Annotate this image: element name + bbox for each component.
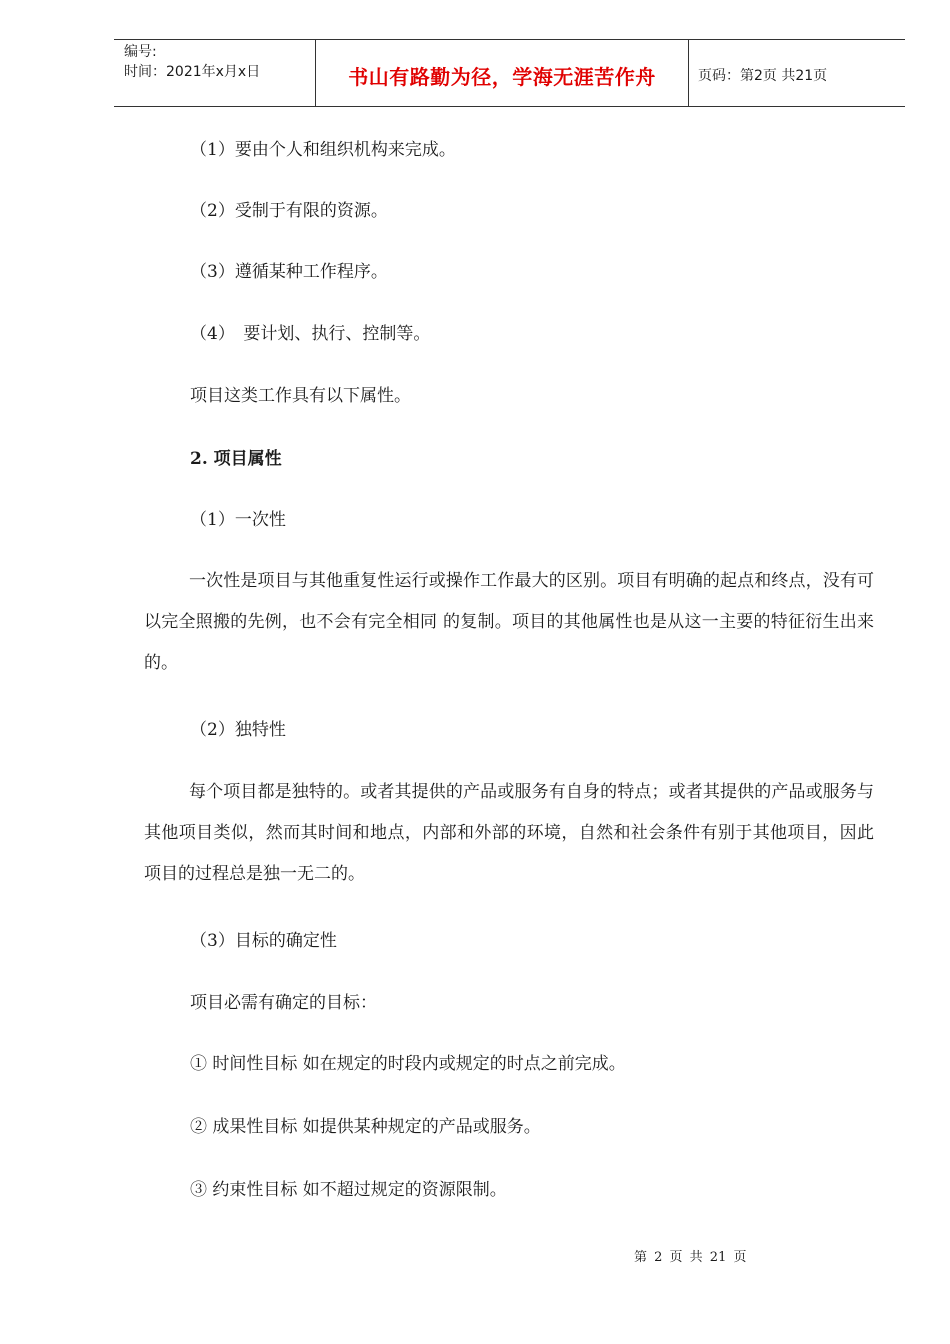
subsection-title-1: （1）一次性 (190, 510, 286, 530)
page-header (114, 39, 905, 107)
header-meta (114, 40, 316, 106)
goal-item-2: ② 成果性目标 如提供某种规定的产品或服务。 (190, 1117, 541, 1137)
goal-item-3: ③ 约束性目标 如不超过规定的资源限制。 (190, 1180, 507, 1200)
header-page-cell (689, 40, 905, 106)
list-item-2: （2）受制于有限的资源。 (190, 201, 388, 221)
list-item-4: （4） 要计划、执行、控制等。 (190, 324, 431, 344)
goal-item-1: ① 时间性目标 如在规定的时段内或规定的时点之前完成。 (190, 1054, 626, 1074)
document-time-label: 时间：2021年x月x日 (124, 64, 261, 80)
header-motto: 书山有路勤为径，学海无涯苦作舟 (348, 64, 656, 89)
subsection-title-2: （2）独特性 (190, 720, 286, 740)
intro-paragraph: 项目这类工作具有以下属性。 (190, 386, 411, 406)
header-page-label: 页码：第2页 共21页 (698, 68, 828, 84)
subsection-paragraph-1: 一次性是项目与其他重复性运行或操作工作最大的区别。项目有明确的起点和终点，没有可以完全照搬的先例，也不会有完全相同 的复制。项目的其他属性也是从这一主要的特征衍生出来的。 (144, 571, 874, 673)
header-motto-cell (316, 40, 689, 106)
subsection-paragraph-2: 每个项目都是独特的。或者其提供的产品或服务有自身的特点；或者其提供的产品或服务与其他项目类似，然而其时间和地点，内部和外部的环境，自然和社会条件有别于其他项目，因此项目的过程总是独一无二的。 (144, 782, 874, 884)
page-footer: 第 2 页 共 21 页 (634, 1250, 747, 1265)
subsection-intro-3: 项目必需有确定的目标： (190, 993, 377, 1013)
section-heading: 2. 项目属性 (190, 449, 282, 469)
subsection-title-3: （3）目标的确定性 (190, 931, 337, 951)
document-number-label: 编号: (124, 44, 157, 60)
list-item-1: （1）要由个人和组织机构来完成。 (190, 140, 456, 160)
list-item-3: （3）遵循某种工作程序。 (190, 262, 388, 282)
